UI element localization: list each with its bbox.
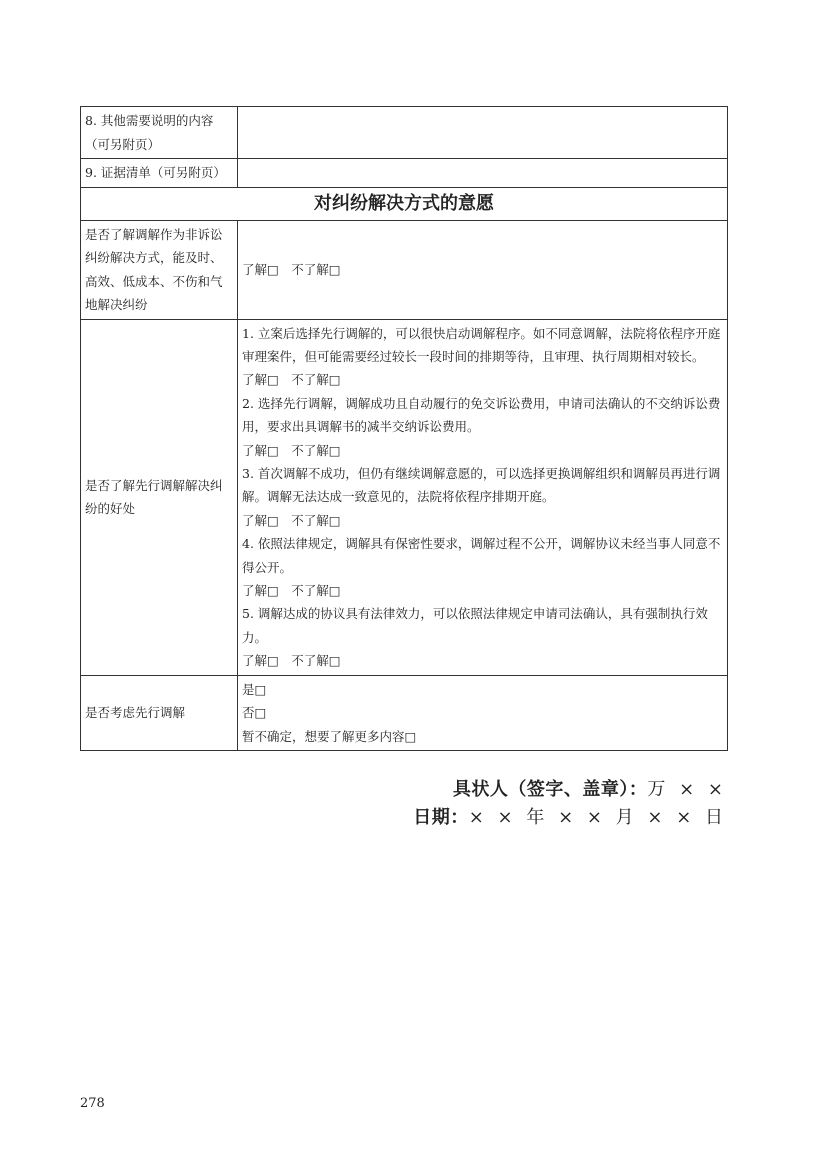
other-notes-label-line2: （可另附页） (85, 136, 161, 152)
row-mediation-benefits (81, 319, 728, 675)
signature-block (380, 776, 727, 832)
other-notes-field[interactable] (238, 107, 728, 159)
benefit-item-4: 4. 依照法律规定，调解具有保密性要求，调解过程不公开，调解协议未经当事人同意不得公开。 (242, 536, 721, 575)
option-yes-checkbox[interactable]: 是□ (242, 681, 267, 697)
complaint-form-table (80, 106, 728, 751)
benefit-1-checkbox-group[interactable]: 了解□ 不了解□ (242, 372, 341, 388)
benefit-item-5: 5. 调解达成的协议具有法律效力，可以依照法律规定申请司法确认，具有强制执行效力。 (242, 606, 708, 645)
row-consider-mediation (81, 675, 728, 751)
benefit-item-3: 3. 首次调解不成功，但仍有继续调解意愿的，可以选择更换调解组织和调解员再进行调解。调解无法达成一致意见的，法院将依程序排期开庭。 (242, 465, 721, 505)
signature-line (380, 776, 727, 804)
mediation-benefits-list (238, 319, 728, 675)
understand-mediation-answer[interactable]: 了解□ 不了解□ (238, 220, 728, 319)
option-no-checkbox[interactable]: 否□ (242, 705, 267, 721)
section-heading: 对纠纷解决方式的意愿 (81, 187, 728, 220)
date-line (380, 804, 727, 832)
benefit-3-checkbox-group[interactable]: 了解□ 不了解□ (242, 512, 341, 528)
understand-mediation-label: 是否了解调解作为非诉讼纠纷解决方式，能及时、高效、低成本、不伤和气地解决纠纷 (81, 220, 238, 319)
benefit-item-1: 1. 立案后选择先行调解的，可以很快启动调解程序。如不同意调解，法院将依程序开庭审理案件，但可能需要经过较长一段时间的排期等待，且审理、执行周期相对较长。 (242, 325, 721, 364)
signature-value[interactable]: 万 × × (647, 779, 727, 800)
other-notes-label (81, 107, 238, 159)
row-section-heading (81, 187, 728, 220)
benefit-item-2: 2. 选择先行调解，调解成功且自动履行的免交诉讼费用，申请司法确认的不交纳诉讼费用，要求出具调解书的减半交纳诉讼费用。 (242, 395, 721, 435)
benefit-5-checkbox-group[interactable]: 了解□ 不了解□ (242, 653, 341, 669)
date-value[interactable]: × × 年 × × 月 × × 日 (468, 807, 727, 828)
row-evidence-list (81, 159, 728, 188)
other-notes-label-line1: 8. 其他需要说明的内容 (85, 113, 214, 128)
date-label: 日期： (413, 807, 469, 828)
signature-label: 具状人（签字、盖章）： (452, 779, 648, 800)
benefit-4-checkbox-group[interactable]: 了解□ 不了解□ (242, 582, 341, 598)
row-other-notes (81, 107, 728, 159)
benefit-2-checkbox-group[interactable]: 了解□ 不了解□ (242, 442, 341, 458)
mediation-benefits-label: 是否了解先行调解解决纠纷的好处 (81, 319, 238, 675)
page-number: 278 (80, 1096, 105, 1111)
evidence-list-label: 9. 证据清单（可另附页） (81, 159, 238, 188)
option-undecided-checkbox[interactable]: 暂不确定，想要了解更多内容□ (242, 728, 417, 744)
row-understand-mediation (81, 220, 728, 319)
evidence-list-field[interactable] (238, 159, 728, 188)
consider-mediation-label: 是否考虑先行调解 (81, 675, 238, 751)
consider-mediation-options (238, 675, 728, 751)
